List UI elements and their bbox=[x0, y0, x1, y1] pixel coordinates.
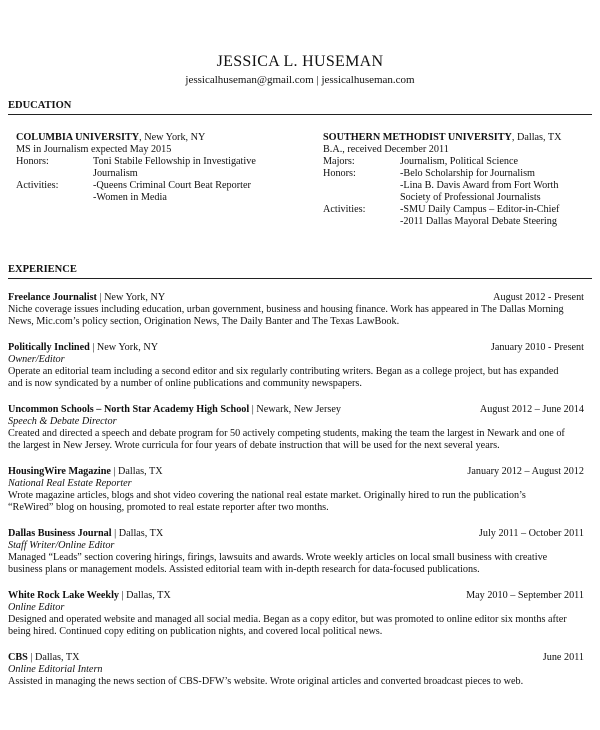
job-politically-inclined bbox=[8, 342, 584, 390]
job-org: Dallas Business Journal bbox=[8, 528, 112, 539]
value-line: -Queens Criminal Court Beat Reporter bbox=[93, 180, 251, 191]
value-line: Toni Stabile Fellowship in Investigative bbox=[93, 156, 256, 167]
activities-row bbox=[323, 204, 593, 228]
job-role: Online Editorial Intern bbox=[8, 664, 103, 675]
honors-value bbox=[93, 156, 306, 180]
job-role: Speech & Debate Director bbox=[8, 416, 117, 427]
job-white-rock-lake-weekly bbox=[8, 590, 584, 638]
job-desc-line: the largest in New Jersey. Wrote curricula for four years of debate instruction that will be used for the next several years. bbox=[8, 440, 500, 451]
school-location: , Dallas, TX bbox=[511, 132, 562, 143]
job-location: | Dallas, TX bbox=[110, 466, 163, 477]
job-desc-line: being hired. Continued copy editing on publication nights, and covered local political news. bbox=[8, 626, 383, 637]
school-name: SOUTHERN METHODIST UNIVERSITY bbox=[323, 132, 512, 143]
job-header bbox=[8, 292, 584, 304]
job-dallas-business-journal bbox=[8, 528, 584, 576]
job-role: Staff Writer/Online Editor bbox=[8, 540, 115, 551]
school-line bbox=[323, 132, 593, 144]
job-desc-line: business plans or management models. Assisted editorial team with in-depth research for data-focused publications. bbox=[8, 564, 480, 575]
job-location: | Newark, New Jersey bbox=[249, 404, 341, 415]
job-freelance bbox=[8, 292, 584, 328]
school-line bbox=[16, 132, 306, 144]
job-dates: August 2012 – June 2014 bbox=[479, 404, 584, 415]
job-housingwire bbox=[8, 466, 584, 514]
job-desc-line: Assisted in managing the news section of CBS-DFW’s website. Wrote original articles and converted broadcast pieces to web. bbox=[8, 676, 524, 687]
activities-value bbox=[93, 180, 306, 204]
job-dates: July 2011 – October 2011 bbox=[478, 528, 584, 539]
value-line: Journalism, Political Science bbox=[400, 156, 518, 167]
activities-value bbox=[400, 204, 593, 228]
job-cbs bbox=[8, 652, 584, 688]
activities-label: Activities: bbox=[323, 204, 366, 215]
activities-row bbox=[16, 180, 306, 204]
job-desc-line: Managed “Leads” section covering hirings, firings, lawsuits and awards. Wrote weekly articles on local small business with creative bbox=[8, 552, 548, 563]
experience-heading: EXPERIENCE bbox=[8, 264, 77, 275]
job-header bbox=[8, 404, 584, 416]
degree: MS in Journalism expected May 2015 bbox=[16, 144, 172, 155]
school-smu bbox=[323, 132, 593, 228]
job-desc-line: Operate an editorial team including a second editor and six regularly contributing writers. Began as a college project, but has expanded bbox=[8, 366, 559, 377]
job-org: Politically Inclined bbox=[8, 342, 90, 353]
job-location: | Dallas, TX bbox=[119, 590, 171, 601]
job-desc-line: News, Mic.com’s policy section, Origination News, The Daily Banter and The Texas LawBook. bbox=[8, 316, 400, 327]
value-line: -Belo Scholarship for Journalism bbox=[400, 168, 535, 179]
job-desc-line: Niche coverage issues including education, urban government, business and housing finance. Work has appeared in The Dallas Morning bbox=[8, 304, 564, 315]
job-header bbox=[8, 342, 584, 354]
education-rule bbox=[8, 114, 592, 115]
job-header bbox=[8, 466, 584, 478]
experience-rule bbox=[8, 278, 592, 279]
education-heading: EDUCATION bbox=[8, 100, 72, 111]
school-location: , New York, NY bbox=[139, 132, 206, 143]
job-desc-line: and is now syndicated by a number of online publications and community newspapers. bbox=[8, 378, 362, 389]
school-name: COLUMBIA UNIVERSITY bbox=[16, 132, 140, 143]
school-columbia bbox=[16, 132, 306, 204]
honors-value bbox=[400, 168, 593, 204]
value-line: -Lina B. Davis Award from Fort Worth bbox=[400, 180, 559, 191]
applicant-name: JESSICA L. HUSEMAN bbox=[216, 53, 384, 70]
value-line: Journalism bbox=[93, 168, 138, 179]
job-dates: January 2012 – August 2012 bbox=[467, 466, 584, 477]
job-org: HousingWire Magazine bbox=[8, 466, 111, 477]
job-dates: August 2012 - Present bbox=[493, 292, 584, 303]
honors-row bbox=[16, 156, 306, 180]
job-desc-line: Designed and operated website and managed all social media. Began as a copy editor, but was promoted to online editor six months after bbox=[8, 614, 567, 625]
resume-header bbox=[0, 52, 600, 87]
contact-line: jessicalhuseman@gmail.com | jessicalhuseman.com bbox=[185, 74, 415, 86]
job-desc-line: “ReWired” blog on housing, promoted to real estate reporter after two months. bbox=[8, 502, 329, 513]
job-role: Online Editor bbox=[8, 602, 65, 613]
activities-label: Activities: bbox=[16, 180, 59, 191]
job-org: Uncommon Schools – North Star Academy High School bbox=[8, 404, 250, 415]
job-org: CBS bbox=[8, 652, 28, 663]
job-dates: June 2011 bbox=[542, 652, 584, 663]
value-line: Society of Professional Journalists bbox=[400, 192, 541, 203]
value-line: -Women in Media bbox=[93, 192, 167, 203]
majors-row bbox=[323, 156, 593, 168]
job-location: | New York, NY bbox=[89, 342, 159, 353]
job-location: | Dallas, TX bbox=[27, 652, 80, 663]
honors-label: Honors: bbox=[16, 156, 49, 167]
majors-value bbox=[400, 156, 593, 168]
job-location: | Dallas, TX bbox=[111, 528, 164, 539]
honors-row bbox=[323, 168, 593, 204]
majors-label: Majors: bbox=[323, 156, 355, 167]
job-uncommon-schools bbox=[8, 404, 584, 452]
job-org: Freelance Journalist bbox=[8, 292, 97, 303]
job-role: Owner/Editor bbox=[8, 354, 65, 365]
job-role: National Real Estate Reporter bbox=[8, 478, 132, 489]
honors-label: Honors: bbox=[323, 168, 356, 179]
job-header bbox=[8, 590, 584, 602]
job-dates: January 2010 - Present bbox=[490, 342, 584, 353]
job-desc-line: Created and directed a speech and debate program for 50 actively competing students, making the team the largest in Newark and one of bbox=[8, 428, 565, 439]
job-header bbox=[8, 652, 584, 664]
job-header bbox=[8, 528, 584, 540]
job-dates: May 2010 – September 2011 bbox=[466, 590, 584, 601]
job-location: | New York, NY bbox=[96, 292, 166, 303]
value-line: -SMU Daily Campus – Editor-in-Chief bbox=[400, 204, 560, 215]
degree: B.A., received December 2011 bbox=[323, 144, 449, 155]
value-line: -2011 Dallas Mayoral Debate Steering bbox=[400, 216, 557, 227]
job-desc-line: Wrote magazine articles, blogs and shot video covering the national real estate market. Originally hired to run the publication’s bbox=[8, 490, 526, 501]
job-org: White Rock Lake Weekly bbox=[8, 590, 120, 601]
